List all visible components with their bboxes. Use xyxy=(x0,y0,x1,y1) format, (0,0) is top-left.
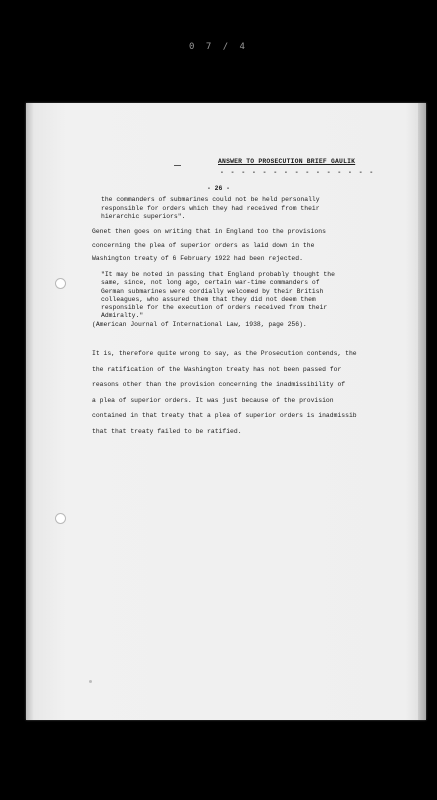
paper-mark xyxy=(89,680,92,683)
text-line: Admiralty." xyxy=(101,312,144,320)
text-line: responsible for the execution of orders received from their xyxy=(101,304,328,312)
header-rule: - - - - - - - - - - - - - - - xyxy=(220,169,375,176)
citation xyxy=(92,320,307,329)
text-line: Washington treaty of 6 February 1922 had been rejected. xyxy=(92,255,303,262)
block-quote xyxy=(101,271,335,321)
paragraph-conclusion xyxy=(92,346,357,439)
paragraph-genet xyxy=(92,225,326,266)
punch-hole-top xyxy=(55,278,66,289)
text-line: the ratification of the Washington treaty has not been passed for xyxy=(92,365,342,373)
text-line: contained in that treaty that a plea of superior orders is inadmissib xyxy=(92,412,357,419)
text-line: "It may be noted in passing that England probably thought the xyxy=(101,271,335,278)
text-line: same, since, not long ago, certain war-time commanders of xyxy=(101,279,320,287)
text-line: reasons other than the provision concerning the inadmissibility of xyxy=(92,381,346,388)
text-line: a plea of superior orders. It was just because of the provision xyxy=(92,396,334,404)
text-line: responsible for orders which they had received from their xyxy=(101,204,320,212)
text-line: German submarines were cordially welcomed by their British xyxy=(101,287,324,295)
text-line: It is, therefore quite wrong to say, as the Prosecution contends, the xyxy=(92,350,357,357)
film-frame-label: 0 7 / 4 xyxy=(189,42,248,52)
margin-mark xyxy=(174,165,181,166)
text-line: colleagues, who assured them that they did not deem them xyxy=(101,295,316,303)
text-line: Genet then goes on writing that in England too the provisions xyxy=(92,228,326,235)
text-line: hierarchic superiors". xyxy=(101,213,186,220)
text-line: concerning the plea of superior orders as laid down in the xyxy=(92,241,315,249)
page-number: - 26 - xyxy=(206,185,230,192)
text-line: that that treaty failed to be ratified. xyxy=(92,427,242,435)
document-header: ANSWER TO PROSECUTION BRIEF GAULIK xyxy=(218,158,356,165)
citation-line: (American Journal of International Law, 1938, page 256). xyxy=(92,321,307,328)
text-line: the commanders of submarines could not be held personally xyxy=(101,196,320,203)
paragraph-continuation xyxy=(101,196,320,222)
page-edge xyxy=(418,103,426,720)
punch-hole-bottom xyxy=(55,513,66,524)
